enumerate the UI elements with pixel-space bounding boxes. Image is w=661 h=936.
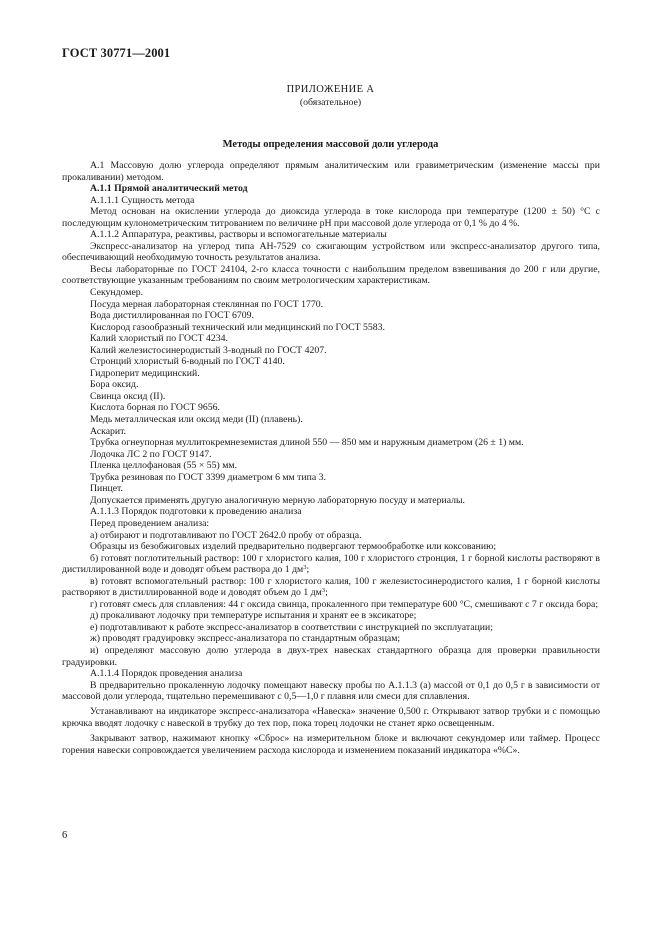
paragraph: В предварительно прокаленную лодочку помещают навеску пробы по А.1.1.3 (а) массой от 0,1 до 0,5 г в зависимости от массовой доли углерода, тщательно перемешивают с 0,5—1,0 г плавня или смеси для сплавления.	[62, 679, 600, 703]
subsection-heading: А.1.1 Прямой аналитический метод	[90, 183, 248, 195]
clause-heading: А.1.1.1 Сущность метода	[90, 194, 195, 206]
clause-heading: А.1.1.3 Порядок подготовки к проведению анализа	[90, 506, 302, 518]
paragraph: Закрывают затвор, нажимают кнопку «Сброс» на измерительном блоке и включают секундомер или таймер. Процесс горения навески сопровождается увеличением расхода кислорода и изменением показаний индикатора «%С».	[62, 732, 600, 756]
list-item: Бора оксид.	[90, 379, 139, 391]
list-item: Вода дистиллированная по ГОСТ 6709.	[90, 310, 254, 322]
list-item: Пленка целлофановая (55 × 55) мм.	[90, 460, 238, 472]
superscript: 3	[303, 564, 307, 572]
document-header: ГОСТ 30771—2001	[62, 46, 171, 60]
clause-heading: А.1.1.4 Порядок проведения анализа	[90, 668, 243, 680]
paragraph: Перед проведением анализа:	[90, 517, 210, 529]
list-item: Медь металлическая или оксид меди (II) (плавень).	[90, 414, 303, 426]
paragraph: Весы лабораторные по ГОСТ 24104, 2-го класса точности с наибольшим пределом взвешивания до 200 г или другие, соответствующие указанным требованиям по своим метрологическим характеристикам.	[62, 263, 600, 287]
appendix-subtitle: (обязательное)	[299, 97, 362, 108]
procedure-step: е) подготавливают к работе экспресс-анализатор в соответствии с инструкцией по эксплуатации;	[90, 621, 493, 633]
paragraph: Метод основан на окислении углерода до диоксида углерода в токе кислорода при температуре (1200 ± 50) °С с последующим кулонометрическим титрованием по величине pH при массовой доле углерода от 0,1 % до 4 %.	[62, 206, 600, 229]
page-number: 6	[62, 830, 68, 841]
list-item: Пинцет.	[90, 483, 123, 495]
superscript: 3	[321, 587, 326, 595]
paragraph: А.1 Массовую долю углерода определяют прямым аналитическим или гравиметрическим (изменение массы при прокаливании) методом.	[62, 160, 600, 183]
procedure-step: д) прокаливают лодочку при температуре испытания и хранят ее в эксикаторе;	[90, 610, 417, 622]
list-item: Посуда мерная лабораторная стеклянная по ГОСТ 1770.	[90, 298, 324, 310]
list-item: Калий железистосинеродистый 3-водный по ГОСТ 4207.	[90, 344, 327, 356]
paragraph: Образцы из безобжиговых изделий предварительно подвергают термообработке или коксованию;	[90, 541, 497, 553]
list-item: Кислород газообразный технический или медицинский по ГОСТ 5583.	[90, 321, 385, 333]
step-text: б) готовят поглотительный раствор: 100 г хлористого калия, 100 г хлористого стронция, 1 г борной кислоты растворяют в дистиллированной воде и доводят объем раствора до 1 дм	[62, 552, 600, 576]
paragraph: Экспресс-анализатор на углерод типа АН-7529 со сжигающим устройством или экспресс-анализатор другого типа, обеспечивающий необходимую точность результатов анализа.	[62, 240, 600, 264]
section-title: Методы определения массовой доли углерода	[222, 139, 439, 150]
document-body	[62, 160, 600, 756]
procedure-step: и) определяют массовую долю углерода в двух-трех навесках стандартного образца для проверки правильности градуировки.	[62, 644, 600, 668]
list-item: Кислота борная по ГОСТ 9656.	[90, 402, 220, 414]
step-text: в) готовят вспомогательный раствор: 100 г хлористого калия, 100 г железистосинеродистого калия, 1 г борной кислоты растворяют в дистиллированной воде и доводят объем до 1 дм	[62, 575, 600, 599]
step-end: ;	[325, 587, 328, 599]
paragraph: Допускается применять другую аналогичную мерную лабораторную посуду и материалы.	[90, 494, 465, 506]
list-item: Трубка огнеупорная муллитокремнеземистая длиной 550 — 850 мм и наружным диаметром (26 ± 1) мм.	[90, 437, 524, 449]
procedure-step	[62, 553, 600, 576]
appendix-title: ПРИЛОЖЕНИЕ А	[286, 84, 375, 95]
list-item: Аскарит.	[90, 425, 127, 437]
procedure-step: а) отбирают и подготавливают по ГОСТ 2642.0 пробу от образца.	[90, 529, 362, 541]
list-item: Секундомер.	[90, 287, 144, 299]
list-item: Калий хлористый по ГОСТ 4234.	[90, 333, 228, 345]
list-item: Лодочка ЛС 2 по ГОСТ 9147.	[90, 448, 212, 460]
procedure-step	[62, 576, 600, 599]
list-item: Стронций хлористый 6-водный по ГОСТ 4140.	[90, 356, 285, 368]
paragraph: Устанавливают на индикаторе экспресс-анализатора «Навеска» значение 0,500 г. Открывают затвор трубки и с помощью крючка вводят лодочку с навеской в трубку до тех пор, пока торец лодочки не станет ярко освещенным.	[62, 706, 600, 729]
step-end: ;	[306, 564, 310, 576]
list-item: Трубка резиновая по ГОСТ 3399 диаметром 6 мм типа 3.	[90, 471, 326, 483]
procedure-step: ж) проводят градуировку экспресс-анализатора по стандартным образцам;	[90, 633, 401, 645]
procedure-step: г) готовят смесь для сплавления: 44 г оксида свинца, прокаленного при температуре 600 °С, смешивают с 7 г оксида бора;	[90, 598, 599, 610]
clause-heading: А.1.1.2 Аппаратура, реактивы, растворы и вспомогательные материалы	[90, 229, 387, 241]
list-item: Свинца оксид (II).	[90, 390, 166, 402]
list-item: Гидроперит медицинский.	[90, 367, 200, 379]
